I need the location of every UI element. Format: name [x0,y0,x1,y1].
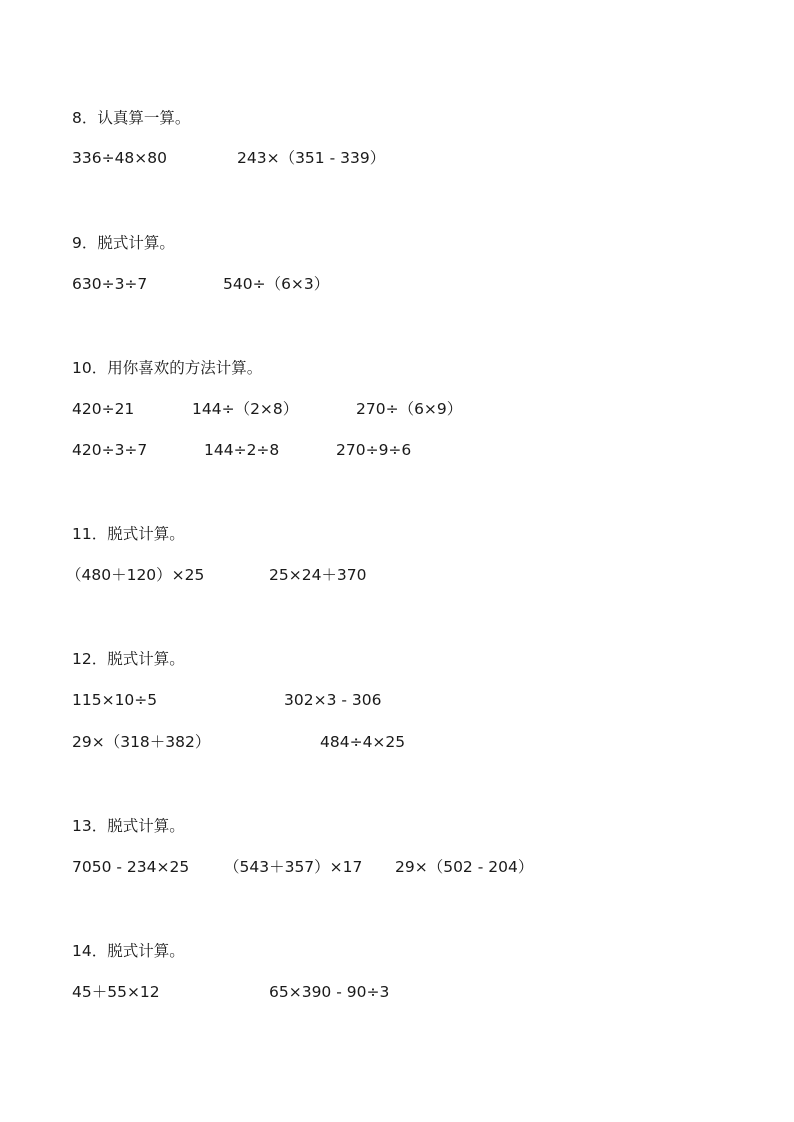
question-13-row-1 [0,855,794,879]
question-11-row-1 [0,563,794,587]
question-11-title: 11．脱式计算。 [72,525,185,543]
expression: 29×（318＋382） [72,733,211,751]
expression: 45＋55×12 [72,983,160,1001]
question-10-row-2 [0,438,794,462]
expression: 270÷（6×9） [356,400,463,418]
expression: 115×10÷5 [72,691,158,709]
question-12-row-2 [0,730,794,754]
expression: （543＋357）×17 [224,858,363,876]
question-9-title: 9．脱式计算。 [72,234,175,252]
question-10-title: 10．用你喜欢的方法计算。 [72,359,263,377]
expression: 302×3 - 306 [284,691,382,709]
question-8-title: 8．认真算一算。 [72,109,191,127]
question-14-row-1 [0,980,794,1004]
question-8-row-1 [0,146,794,170]
expression: 270÷9÷6 [336,441,412,459]
question-12-row-1 [0,688,794,712]
expression: 243×（351 - 339） [237,149,386,167]
expression: （480＋120）×25 [66,566,205,584]
expression: 7050 - 234×25 [72,858,190,876]
expression: 420÷3÷7 [72,441,148,459]
expression: 336÷48×80 [72,149,168,167]
expression: 144÷2÷8 [204,441,280,459]
expression: 420÷21 [72,400,135,418]
expression: 630÷3÷7 [72,275,148,293]
question-10-row-1 [0,397,794,421]
expression: 484÷4×25 [320,733,406,751]
question-9-row-1 [0,272,794,296]
question-14-title: 14．脱式计算。 [72,942,185,960]
expression: 25×24＋370 [269,566,367,584]
expression: 144÷（2×8） [192,400,299,418]
expression: 29×（502 - 204） [395,858,534,876]
question-13-title: 13．脱式计算。 [72,817,185,835]
expression: 540÷（6×3） [223,275,330,293]
question-12-title: 12．脱式计算。 [72,650,185,668]
expression: 65×390 - 90÷3 [269,983,390,1001]
